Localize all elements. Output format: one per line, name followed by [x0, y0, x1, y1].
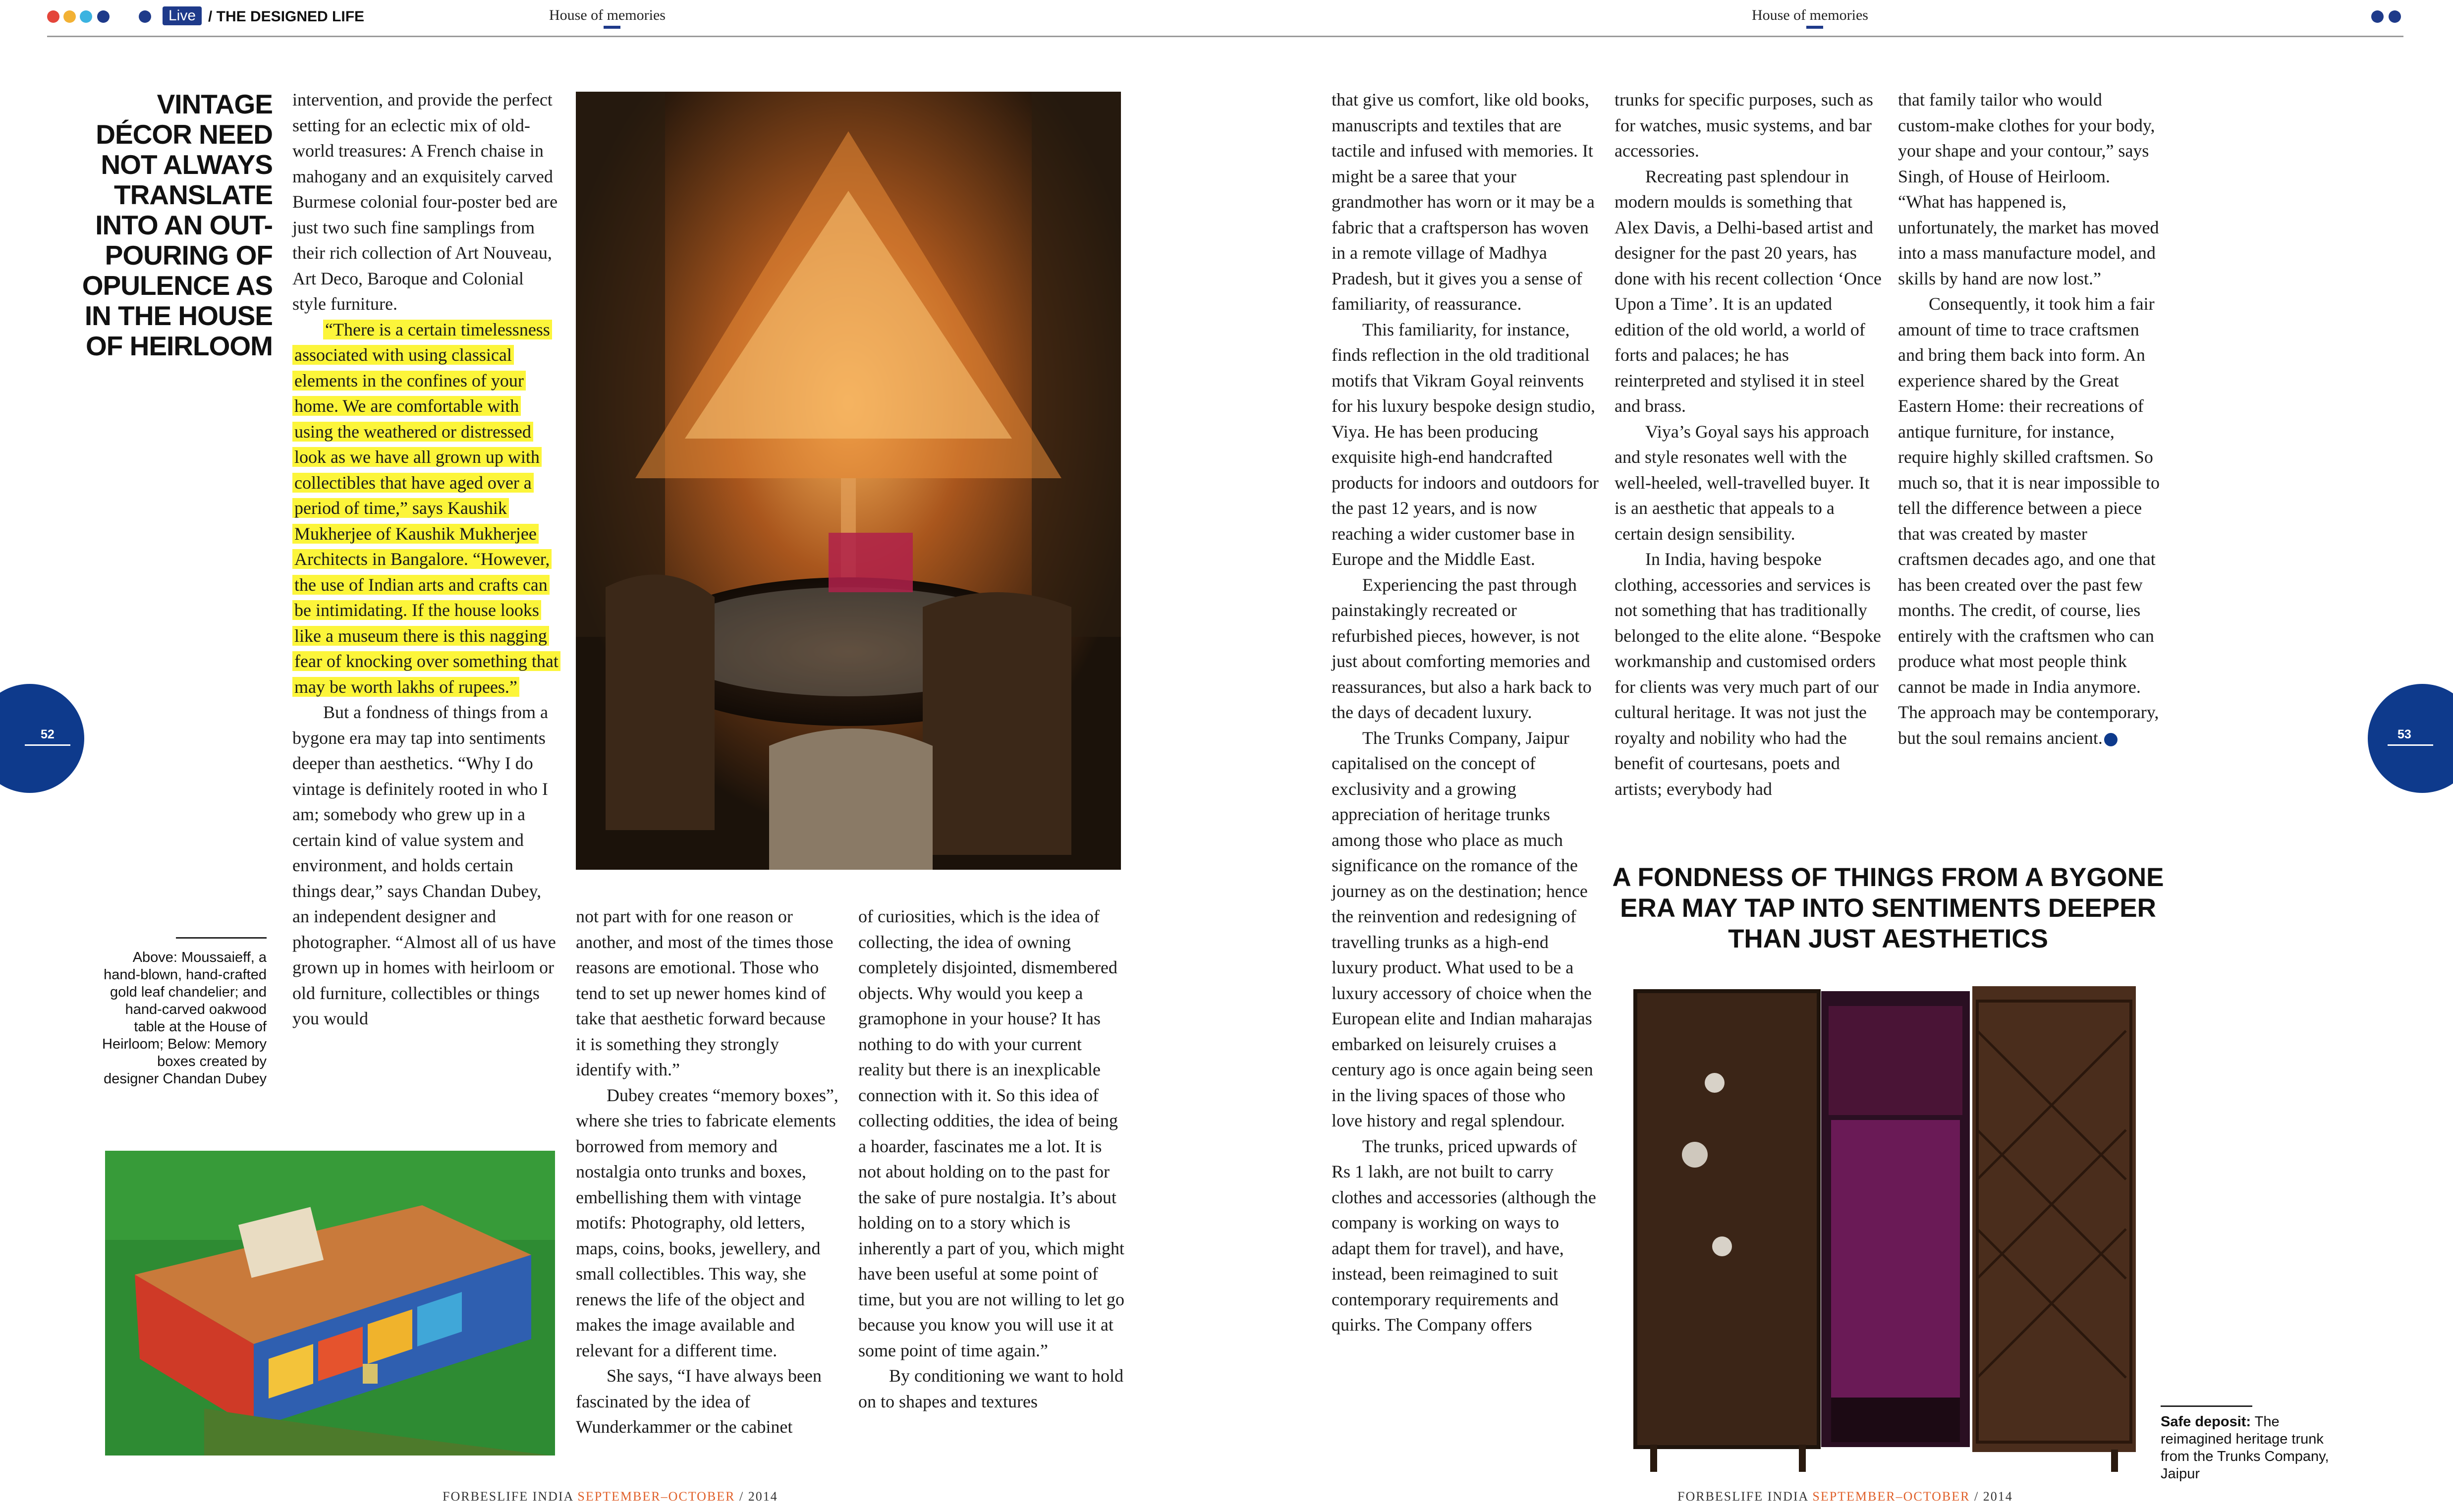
right-column-1 — [1332, 87, 1599, 1338]
running-head-marker — [604, 26, 620, 29]
body-paragraph: This familiarity, for instance, finds reflection in the old traditional motifs that Vikram Goyal reinvents for his luxury bespoke design studio, Viya. He has been producing exquisite high-end handcrafted products for indoors and outdoors for the past 12 years, and is now reaching a wider customer base in Europe and the Middle East. — [1332, 319, 1599, 569]
live-badge: Live — [163, 6, 202, 25]
body-paragraph: Consequently, it took him a fair amount of time to trace craftsmen and bring them back into form. An experience shared by the Great Eastern Home: their recreations of antique furniture, for instance, require highly skilled craftsmen. So much so, that it is near impossible to tell the difference between a piece that was created by master craftsmen decades ago, and one that has been created over the past few months. The credit, of course, lies entirely with the craftsmen who can produce what most people think cannot be made in India anymore. The approach may be contemporary, but the soul remains ancient. — [1898, 294, 2160, 748]
photo-caption-left: Above: Moussaieff, a hand-blown, hand-crafted gold leaf chandelier; and hand-carved oakwood table at the House of Heirloom; Below: Memory boxes created by designer Chandan Dubey — [102, 950, 267, 1087]
page-number-left: 52 — [41, 728, 55, 741]
header-rule — [47, 36, 2403, 37]
left-column-2 — [576, 904, 838, 1440]
left-column-1 — [292, 87, 560, 1032]
body-paragraph: Experiencing the past through painstakingly recreated or refurbished pieces, however, is not just about comforting memories and reassurances, but also a hark back to the days of decadent luxury. — [1332, 574, 1592, 722]
headline: VINTAGE DÉCOR NEED NOT ALWAYS TRANSLATE INTO AN OUT-POURING OF OPULENCE AS IN THE HOUSE OF HEIRLOOM — [82, 89, 273, 361]
body-paragraph: The trunks, priced upwards of Rs 1 lakh, are not built to carry clothes and accessories (although the company is working on ways to adapt them for travel), and have, instead, been reimagined to suit contemporary requirements and quirks. The Company offers — [1332, 1136, 1596, 1335]
running-head-right: House of memories — [1752, 6, 1868, 25]
running-head-left: House of memories — [549, 6, 666, 25]
blue-dot-icon — [2389, 10, 2401, 23]
trunk-image — [1630, 971, 2161, 1477]
footer-left: FORBESLIFE INDIA SEPTEMBER–OCTOBER / 2014 — [443, 1489, 778, 1504]
right-column-3 — [1898, 87, 2161, 751]
blue-dot-icon — [2371, 10, 2384, 23]
body-paragraph: Recreating past splendour in modern moulds is something that Alex Davis, a Delhi-based artist and designer for the past 20 years, has done with his recent collection ‘Once Upon a Time’. It is an updated edition of the old world, a world of forts and palaces; he has reinterpreted and stylised it in steel and brass. — [1615, 166, 1882, 416]
memory-box-image — [105, 1151, 555, 1456]
body-paragraph: By conditioning we want to hold on to shapes and textures — [858, 1366, 1123, 1411]
cyan-dot-icon — [80, 10, 92, 23]
section-label: / THE DESIGNED LIFE — [208, 8, 365, 25]
body-paragraph: intervention, and provide the perfect setting for an eclectic mix of old-world treasures: A French chaise in mahogany and an exquisitely carved Burmese colonial four-poster bed are just two such fine samplings from their rich collection of Art Nouveau, Art Deco, Baroque and Colonial style furniture. — [292, 90, 558, 314]
blue-dot-icon — [139, 10, 151, 23]
caption-rule — [2161, 1405, 2252, 1407]
pull-quote: A FONDNESS OF THINGS FROM A BYGONE ERA MAY TAP INTO SENTIMENTS DEEPER THAN JUST AESTHETICS — [1612, 863, 2164, 953]
running-head-marker — [1806, 26, 1823, 29]
caption-rule — [176, 937, 267, 939]
body-paragraph: Dubey creates “memory boxes”, where she tries to fabricate elements borrowed from memory and nostalgia onto trunks and boxes, embellishing them with vintage motifs: Photography, old letters, maps, coins, books, jewellery, and small collectibles. This way, she renews the life of the object and makes the image available and relevant for a different time. — [576, 1085, 838, 1360]
left-column-3 — [858, 904, 1126, 1414]
page-tab-rule — [2388, 744, 2433, 746]
right-column-2 — [1615, 87, 1882, 802]
memory-box-photo — [105, 1151, 555, 1456]
fl-badge-icon: FL — [2104, 733, 2118, 746]
chandelier-photo — [576, 92, 1121, 870]
body-paragraph: not part with for one reason or another, and most of the times those reasons are emotional. Those who tend to set up newer homes kind of take that aesthetic forward because it is something they strongly identify with.” — [576, 906, 834, 1079]
body-paragraph: Viya’s Goyal says his approach and style resonates well with the well-heeled, well-travelled buyer. It is an aesthetic that appeals to a certain design sensibility. — [1615, 421, 1870, 544]
body-paragraph: that family tailor who would custom-make clothes for your body, your shape and your contour,” says Singh, of House of Heirloom. “What has happened is, unfortunately, the market has moved into a mass manufacture model, and skills by hand are now lost.” — [1898, 90, 2159, 288]
page-number-right: 53 — [2397, 728, 2411, 741]
body-paragraph: In India, having bespoke clothing, accessories and services is not something that has traditionally belonged to the elite alone. “Bespoke workmanship and customised orders for clients was very much part of our cultural heritage. It was not just the royalty and nobility who had the benefit of courtesans, poets and artists; everybody had — [1615, 549, 1881, 799]
trunk-photo — [1630, 971, 2161, 1477]
body-paragraph: But a fondness of things from a bygone era may tap into sentiments deeper than aesthetics. “Why I do vintage is definitely rooted in who I am; somebody who grew up in a certain kind of value system and environment, and holds certain things dear,” says Chandan Dubey, an independent designer and photographer. “Almost all of us have grown up in homes with heirloom or old furniture, collectibles or things you would — [292, 702, 556, 1028]
body-paragraph: that give us comfort, like old books, manuscripts and textiles that are tactile and infused with memories. It might be a saree that your grandmother has worn or it may be a fabric that a craftsperson has woven in a remote village of Madhya Pradesh, but it gives you a sense of familiarity, of reassurance. — [1332, 90, 1595, 314]
blue-dot-icon — [97, 10, 110, 23]
body-paragraph: of curiosities, which is the idea of collecting, the idea of owning completely disjointed, dismembered objects. Why would you keep a gramophone in your house? It has nothing to do with your current reality but there is an inexplicable connection with it. So this idea of collecting oddities, the idea of being a hoarder, fascinates me a lot. It is not about holding on to the past for the sake of pure nostalgia. It’s about holding on to a story which is inherently a part of you, which might have been useful at some point of time, but you are not willing to let go because you know you will use it at some point of time again.” — [858, 906, 1124, 1360]
footer-right: FORBESLIFE INDIA SEPTEMBER–OCTOBER / 2014 — [1677, 1489, 2013, 1504]
page-tab-rule — [25, 744, 70, 746]
highlighted-quote: “There is a certain timelessness associated with using classical elements in the confines of your home. We are comfortable with using the weathered or distressed look as we have all grown up with collectibles that have aged over a period of time,” says Kaushik Mukherjee of Kaushik Mukherjee Architects in Bangalore. “However, the use of Indian arts and crafts can be intimidating. If the house looks like a museum there is this nagging fear of knocking over something that may be worth lakhs of rupees.” — [292, 320, 560, 697]
body-paragraph: She says, “I have always been fascinated by the idea of Wunderkammer or the cabinet — [576, 1366, 822, 1437]
photo-caption-right: Safe deposit: The reimagined heritage trunk from the Trunks Company, Jaipur — [2161, 1414, 2329, 1482]
chandelier-image — [576, 92, 1121, 870]
body-paragraph: trunks for specific purposes, such as for watches, music systems, and bar accessories. — [1615, 90, 1873, 161]
body-paragraph: The Trunks Company, Jaipur capitalised on the concept of exclusivity and a growing appreciation of heritage trunks among those who place as much significance on the romance of the journey as on the destination; hence the reinvention and redesigning of travelling trunks as a high-end luxury product. What used to be a luxury accessory of choice when the European elite and Indian maharajas embarked on leisurely cruises a century ago is once again being seen in the living spaces of those who love history and regal splendour. — [1332, 728, 1593, 1130]
red-dot-icon — [47, 10, 59, 23]
yellow-dot-icon — [63, 10, 76, 23]
